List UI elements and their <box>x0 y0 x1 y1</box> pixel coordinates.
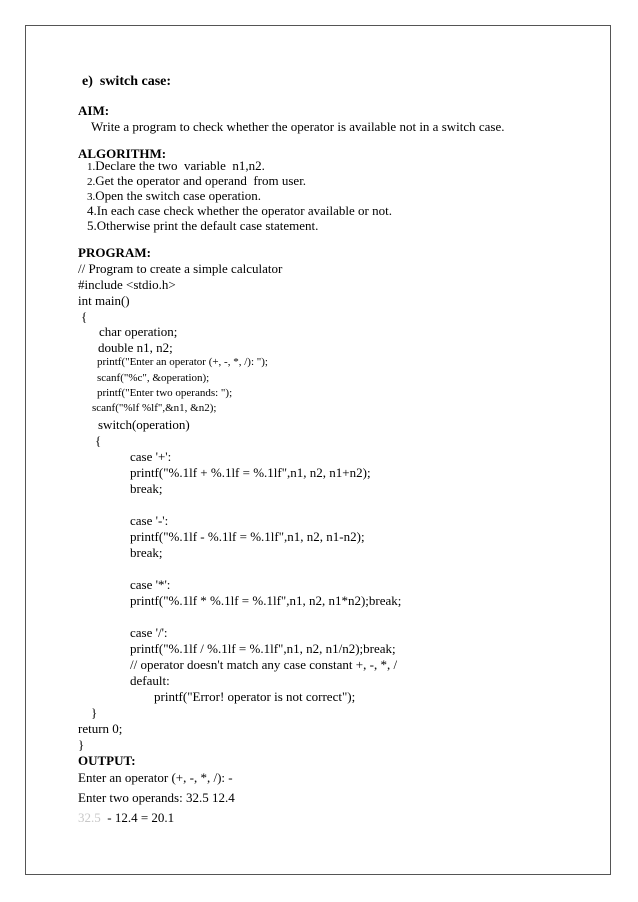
code-line: printf("Enter an operator (+, -, *, /): "); <box>97 356 268 368</box>
algorithm-step <box>87 189 261 203</box>
code-line: return 0; <box>78 721 123 736</box>
code-line: // operator doesn't match any case constant +, -, *, / <box>130 657 398 672</box>
code-line: switch(operation) <box>98 417 190 432</box>
step-number: 1. <box>87 161 96 173</box>
code-line: scanf("%c", &operation); <box>97 372 210 384</box>
output-line <box>78 811 174 824</box>
code-line: char operation; <box>99 324 178 339</box>
program-label: PROGRAM: <box>78 245 151 260</box>
step-text: Open the switch case operation. <box>95 188 261 203</box>
aim-text: Write a program to check whether the operator is available not in a switch case. <box>91 119 505 134</box>
code-line: } <box>78 737 85 752</box>
step-text: Otherwise print the default case statement. <box>96 218 319 233</box>
algorithm-step <box>87 204 392 217</box>
output-line: Enter two operands: 32.5 12.4 <box>78 790 235 805</box>
code-line: printf("Error! operator is not correct"); <box>154 689 356 704</box>
code-line: printf("%.1lf + %.1lf = %.1lf",n1, n2, n1+n2); <box>130 465 371 480</box>
algorithm-step <box>87 159 265 173</box>
code-line: } <box>91 705 98 720</box>
code-line: #include <stdio.h> <box>78 277 176 292</box>
section-heading: e) switch case: <box>82 74 172 89</box>
output-label: OUTPUT: <box>78 753 136 768</box>
code-line: default: <box>130 673 170 688</box>
faded-value: 32.5 <box>78 810 101 825</box>
code-line: printf("%.1lf * %.1lf = %.1lf",n1, n2, n1*n2);break; <box>130 593 402 608</box>
code-line: printf("%.1lf - %.1lf = %.1lf",n1, n2, n1-n2); <box>130 529 365 544</box>
output-result: - 12.4 = 20.1 <box>107 810 175 825</box>
code-line: case '/': <box>130 625 168 640</box>
code-line: case '*': <box>130 577 171 592</box>
aim-label: AIM: <box>78 103 110 118</box>
code-line: break; <box>130 481 163 496</box>
output-line: Enter an operator (+, -, *, /): - <box>78 770 233 785</box>
step-number: 4. <box>87 203 97 218</box>
step-text: Get the operator and operand from user. <box>95 173 307 188</box>
step-number: 5. <box>87 218 97 233</box>
code-line: case '+': <box>130 449 172 464</box>
code-line: break; <box>130 545 163 560</box>
code-line: { <box>95 433 102 448</box>
code-line: case '-': <box>130 513 169 528</box>
step-text: In each case check whether the operator available or not. <box>96 203 392 218</box>
code-line: int main() <box>78 293 130 308</box>
algorithm-label: ALGORITHM: <box>78 146 167 161</box>
code-line: scanf("%lf %lf",&n1, &n2); <box>92 402 217 414</box>
step-text: Declare the two variable n1,n2. <box>95 158 265 173</box>
code-line: { <box>81 309 88 324</box>
step-number: 3. <box>87 191 96 203</box>
step-number: 2. <box>87 176 96 188</box>
code-line: printf("Enter two operands: "); <box>97 387 233 399</box>
algorithm-step <box>87 174 306 188</box>
code-line: double n1, n2; <box>98 340 173 355</box>
algorithm-step <box>87 219 318 232</box>
code-line: // Program to create a simple calculator <box>78 261 283 276</box>
code-line: printf("%.1lf / %.1lf = %.1lf",n1, n2, n1/n2);break; <box>130 641 396 656</box>
